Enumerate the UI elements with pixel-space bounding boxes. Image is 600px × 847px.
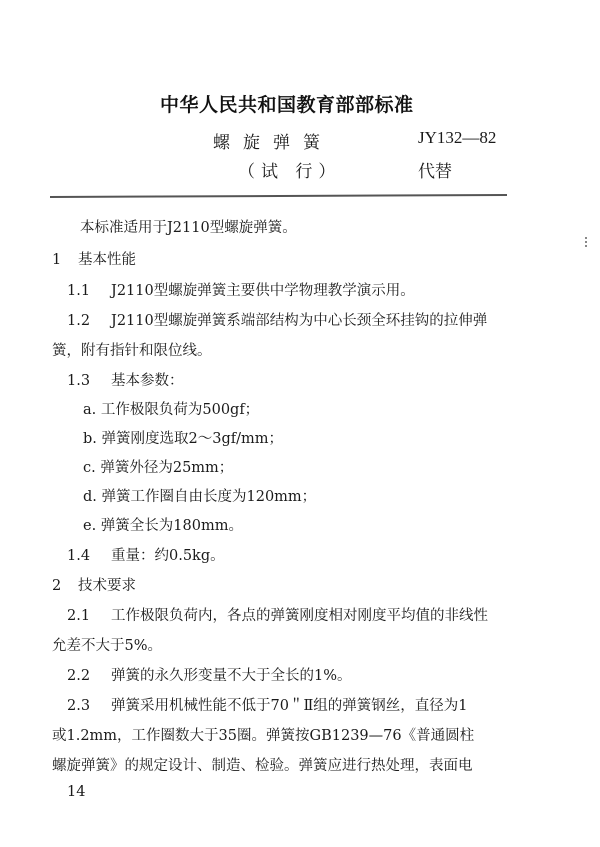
replaces-label: 代替 <box>418 162 452 182</box>
clause-2-2 <box>67 664 352 685</box>
parameter-c: c. 弹簧外径为25mm； <box>83 460 234 476</box>
parameter-b: b. 弹簧刚度选取2～3gf/mm； <box>83 431 283 447</box>
section-2-heading <box>52 574 136 595</box>
clause-text: 基本参数： <box>111 373 184 389</box>
parameter-a: a. 工作极限负荷为500gf； <box>83 402 260 418</box>
clause-text: 重量：约0.5kg。 <box>111 548 225 564</box>
clause-text: J2110型螺旋弹簧主要供中学物理教学演示用。 <box>111 283 415 299</box>
page-number: 14 <box>67 784 86 800</box>
clause-1-3 <box>67 369 184 390</box>
clause-2-1-continuation: 允差不大于5%。 <box>52 638 163 654</box>
clause-2-1 <box>67 604 488 625</box>
section-1-heading <box>52 248 136 269</box>
clause-1-2-continuation: 簧，附有指针和限位线。 <box>52 343 212 359</box>
parameter-d: d. 弹簧工作圈自由长度为120mm； <box>83 489 317 505</box>
standard-name: 螺旋弹簧 <box>213 133 333 153</box>
header-divider <box>50 194 507 198</box>
margin-mark <box>585 237 589 247</box>
section-number: 2 <box>52 578 62 594</box>
section-title: 基本性能 <box>78 252 136 268</box>
clause-text: 弹簧的永久形变量不大于全长的1%。 <box>111 668 352 684</box>
clause-number: 2.3 <box>67 698 91 714</box>
issuing-authority-title: 中华人民共和国教育部部标准 <box>160 94 414 116</box>
clause-number: 1.3 <box>67 373 91 389</box>
clause-1-1 <box>67 279 415 300</box>
clause-2-3 <box>67 694 468 715</box>
clause-2-3-continuation: 或1.2mm，工作圈数大于35圈。弹簧按GB1239—76《普通圆柱 <box>52 728 475 744</box>
standard-code: JY132—82 <box>418 128 497 147</box>
clause-1-2 <box>67 309 487 330</box>
clause-1-4 <box>67 544 225 565</box>
clause-number: 2.1 <box>67 608 91 624</box>
parameter-e: e. 弹簧全长为180mm。 <box>83 518 243 534</box>
clause-number: 2.2 <box>67 668 91 684</box>
clause-text: 工作极限负荷内，各点的弹簧刚度相对刚度平均值的非线性 <box>111 608 488 624</box>
section-number: 1 <box>52 252 62 268</box>
intro-paragraph: 本标准适用于J2110型螺旋弹簧。 <box>80 220 297 236</box>
clause-text: J2110型螺旋弹簧系端部结构为中心长颈全环挂钩的拉伸弹 <box>111 313 488 329</box>
clause-text: 弹簧采用机械性能不低于70＂Ⅱ组的弹簧钢丝，直径为1 <box>111 698 468 714</box>
clause-number: 1.1 <box>67 283 91 299</box>
clause-number: 1.4 <box>67 548 91 564</box>
trial-note: （试 行） <box>238 162 342 182</box>
clause-2-3-continuation-2: 螺旋弹簧》的规定设计、制造、检验。弹簧应进行热处理，表面电 <box>52 758 473 774</box>
clause-number: 1.2 <box>67 313 91 329</box>
section-title: 技术要求 <box>78 578 136 594</box>
